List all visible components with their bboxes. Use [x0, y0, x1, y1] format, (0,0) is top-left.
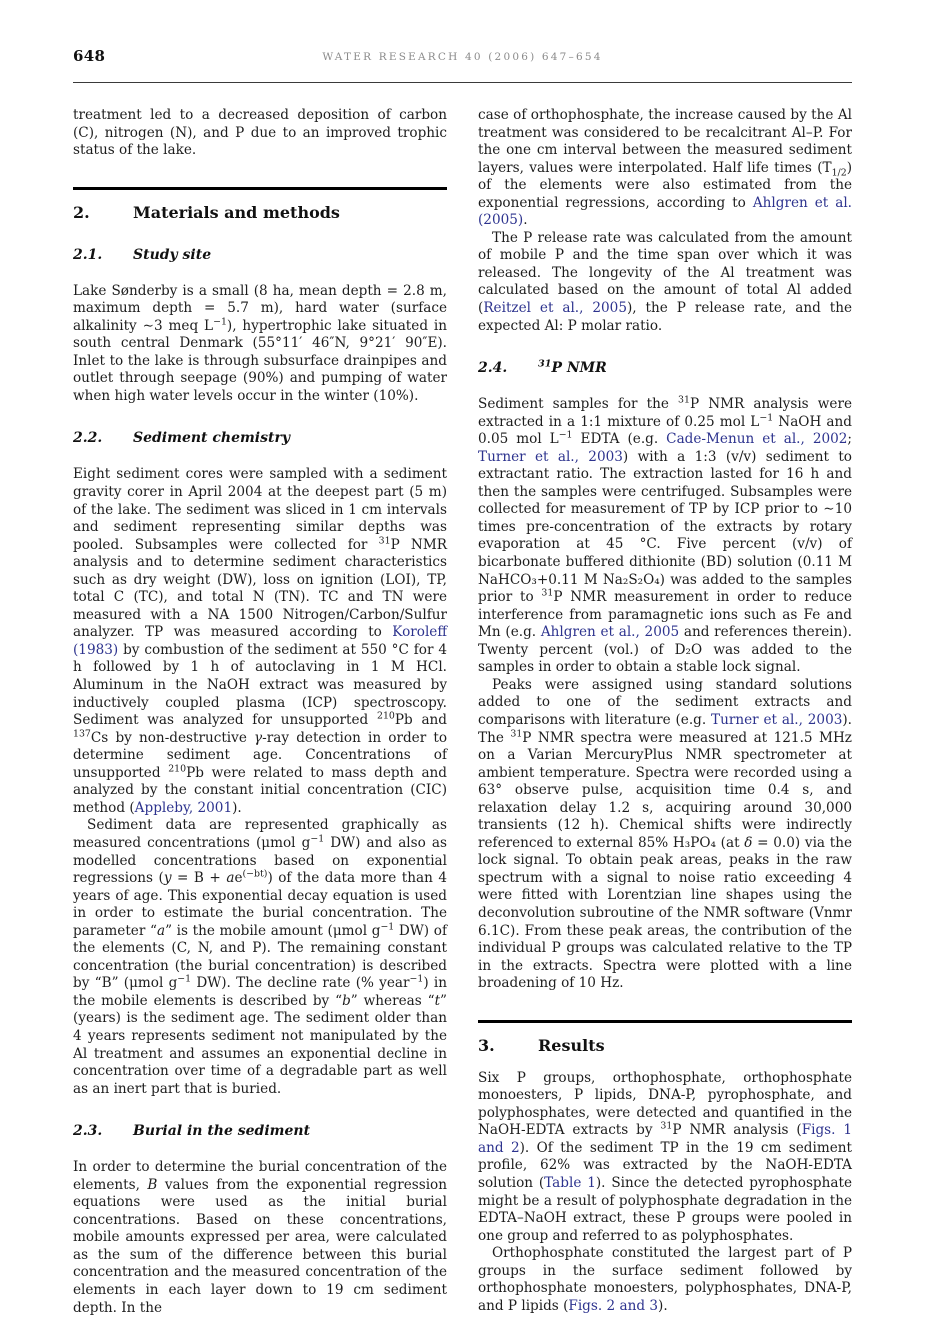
section-title: Results	[538, 1035, 605, 1055]
citation-link[interactable]: Reitzel et al., 2005	[483, 300, 627, 317]
paragraph: Orthophosphate constituted the largest part of P groups in the surface sediment followed by orthophosphate monoesters, polyphosphates, DNA-P, and P lipids (Figs. 2 and 3).	[478, 1245, 852, 1314]
subsection-number: 2.3.	[73, 1123, 103, 1140]
section-title: Materials and methods	[133, 202, 340, 222]
subsection-number: 2.2.	[73, 430, 103, 447]
citation-link[interactable]: Table 1	[544, 1174, 596, 1191]
paragraph: Eight sediment cores were sampled with a sediment gravity corer in April 2004 at the deepest part (5 m) of the lake. The sediment was sliced in 1 cm intervals and sediment representing similar depths was pooled. Subsamples were collected for $^{31}$P NMR analysis and to determine sediment characteristics such as dry weight (DW), loss on ignition (LOI), TP, total C (TC), and total N (TN). TC and TN were measured with a NA 1500 Nitrogen/Carbon/Sulfur analyzer. TP was measured according to Koroleff (1983) by combustion of the sediment at 550 °C for 4 h followed by 1 h of autoclaving in 1 M HCl. Aluminum in the NaOH extract was measured by inductively coupled plasma (ICP) spectroscopy. Sediment was analyzed for unsupported $^{210}$Pb and $^{137}$Cs by non-destructive γ-ray detection in order to determine sediment age. Concentrations of unsupported $^{210}$Pb were related to mass depth and analyzed by the constant initial concentration (CIC) method (Appleby, 2001).	[73, 466, 448, 816]
page-number: 648	[73, 47, 106, 65]
paragraph: case of orthophosphate, the increase caused by the Al treatment was considered to be recalcitrant Al–P. For the one cm interval between the measured sediment layers, values were interpolated. Half life times $(T_{1/2})$ of the elements were also estimated from the exponential regressions, according to Ahlgren et al. (2005).	[478, 107, 852, 229]
subsection-heading	[73, 247, 447, 264]
section-heading	[478, 1020, 852, 1055]
subsection-heading	[478, 360, 852, 377]
page-header	[73, 0, 852, 83]
citation-link[interactable]: Cade-Menun et al., 2002	[666, 431, 848, 448]
citation-link[interactable]: Figs. 1 and 2	[478, 1122, 852, 1156]
paragraph: Peaks were assigned using standard solutions added to one of the sediment extracts and comparisons with literature (e.g. Turner et al., 2003). The $^{31}$P NMR spectra were measured at 121.5 MHz on a Varian MercuryPlus NMR spectrometer at ambient temperature. Spectra were recorded using a 63° observe pulse, acquisition time 0.4 s, and relaxation delay 1.2 s, acquiring around 30,000 transients (12 h). Chemical shifts were indirectly referenced to external 85% H₃PO₄ (at δ = 0.0) via the lock signal. To obtain peak areas, peaks in the raw spectrum with a signal to noise ratio exceeding 4 were fitted with Lorentzian line shapes using the deconvolution subroutine of the NMR software (Vnmr 6.1C). From these peak areas, the contribution of the individual P groups was calculated relative to the TP in the extracts. Spectra were plotted with a line broadening of 10 Hz.	[478, 676, 852, 992]
journal-title: WATER RESEARCH 40 (2006) 647–654	[322, 51, 603, 63]
paragraph: Six P groups, orthophosphate, orthophosphate monoesters, P lipids, DNA-P, pyrophosphate, and polyphosphates, were detected and quantified in the NaOH-EDTA extracts by $^{31}$P NMR analysis (Figs. 1 and 2). Of the sediment TP in the 19 cm sediment profile, 62% was extracted by the NaOH-EDTA solution (Table 1). Since the detected pyrophosphate might be a result of polyphosphate degradation in the EDTA–NaOH extract, these P groups were pooled in one group and referred to as polyphosphates.	[478, 1069, 853, 1244]
column-right	[478, 107, 852, 1317]
paragraph: In order to determine the burial concentration of the elements, B values from the exponential regression equations were used as the initial burial concentrations. Based on these concentrations, mobile amounts expressed per area, were calculated as the sum of the difference between this burial concentration and the measured concentration of the elements in each layer down to 19 cm sediment depth. In the	[73, 1159, 447, 1316]
subsection-number: 2.1.	[73, 246, 103, 263]
subsection-title: Burial in the sediment	[133, 1123, 311, 1140]
paragraph: treatment led to a decreased deposition of carbon (C), nitrogen (N), and P due to an improved trophic status of the lake.	[73, 107, 447, 159]
citation-link[interactable]: Appleby, 2001	[134, 799, 233, 816]
citation-link[interactable]: Turner et al., 2003	[478, 448, 623, 465]
two-column-body	[73, 107, 852, 1317]
paragraph: Sediment samples for the $^{31}$P NMR analysis were extracted in a 1:1 mixture of 0.25 mol $L^{-1}$ NaOH and 0.05 mol $L^{-1}$ EDTA (e.g. Cade-Menun et al., 2002; Turner et al., 2003) with a 1:3 (v/v) sediment to extractant ratio. The extraction lasted for 16 h and then the samples were centrifuged. Subsamples were collected for measurement of TP by ICP prior to ∼10 times pre-concentration of the extracts by rotary evaporation at 45 °C. Five percent (v/v) of bicarbonate buffered dithionite (BD) solution (0.11 M NaHCO₃+0.11 M Na₂S₂O₄) was added to the samples prior to $^{31}$P NMR measurement in order to reduce interference from paramagnetic ions such as Fe and Mn (e.g. Ahlgren et al., 2005 and references therein). Twenty percent (vol.) of D₂O was added to the samples in order to obtain a stable lock signal.	[478, 394, 853, 676]
citation-link[interactable]: Figs. 2 and 3	[568, 1297, 659, 1314]
citation-link[interactable]: Koroleff (1983)	[73, 624, 447, 658]
column-left	[73, 107, 447, 1317]
section-number: 3.	[478, 1035, 495, 1055]
citation-link[interactable]: Ahlgren et al., 2005	[540, 624, 680, 641]
subsection-title: $^{31}$P NMR	[538, 358, 607, 377]
citation-link[interactable]: Turner et al., 2003	[711, 711, 843, 728]
paragraph: Lake Sønderby is a small (8 ha, mean depth = 2.8 m, maximum depth = 5.7 m), hard water (surface alkalinity ∼3 meq $L^{-1}$), hypertrophic lake situated in south central Denmark (55°11′ 46″N, 9°21′ 90″E). Inlet to the lake is through subsurface drainpipes and outlet through seepage (90%) and pumping of water when high water levels occur in the winter (10%).	[73, 282, 448, 404]
subsection-title: Sediment chemistry	[133, 430, 290, 447]
subsection-heading	[73, 430, 447, 447]
section-number: 2.	[73, 202, 90, 222]
paper-page	[73, 0, 852, 1317]
paragraph: The P release rate was calculated from the amount of mobile P and the time span over which it was released. The longevity of the Al treatment was calculated based on the amount of total Al added (Reitzel et al., 2005), the P release rate, and the expected Al: P molar ratio.	[478, 229, 852, 334]
subsection-number: 2.4.	[478, 360, 508, 377]
subsection-title: Study site	[133, 246, 212, 263]
citation-link[interactable]: Ahlgren et al. (2005)	[478, 194, 852, 229]
subsection-heading	[73, 1123, 447, 1140]
section-heading	[73, 187, 447, 222]
paragraph: Sediment data are represented graphically as measured concentrations (μmol $g^{-1}$ DW) and also as modelled concentrations based on exponential regressions $(y = B + ae^{(-bt)})$ of the data more than 4 years of age. This exponential decay equation is used in order to estimate the burial concentration. The parameter “a” is the mobile amount (μmol $g^{-1}$ DW) of the elements (C, N, and P). The remaining constant concentration (the burial concentration) is described by “B” (μmol $g^{-1}$ DW). The decline rate (% year$^{-1}$) in the mobile elements is described by “b” whereas “t” (years) is the sediment age. The sediment older than 4 years represents sediment not manipulated by the Al treatment and assumes an exponential decline in concentration over time of a degradable part as well as an inert part that is buried.	[73, 817, 448, 1097]
